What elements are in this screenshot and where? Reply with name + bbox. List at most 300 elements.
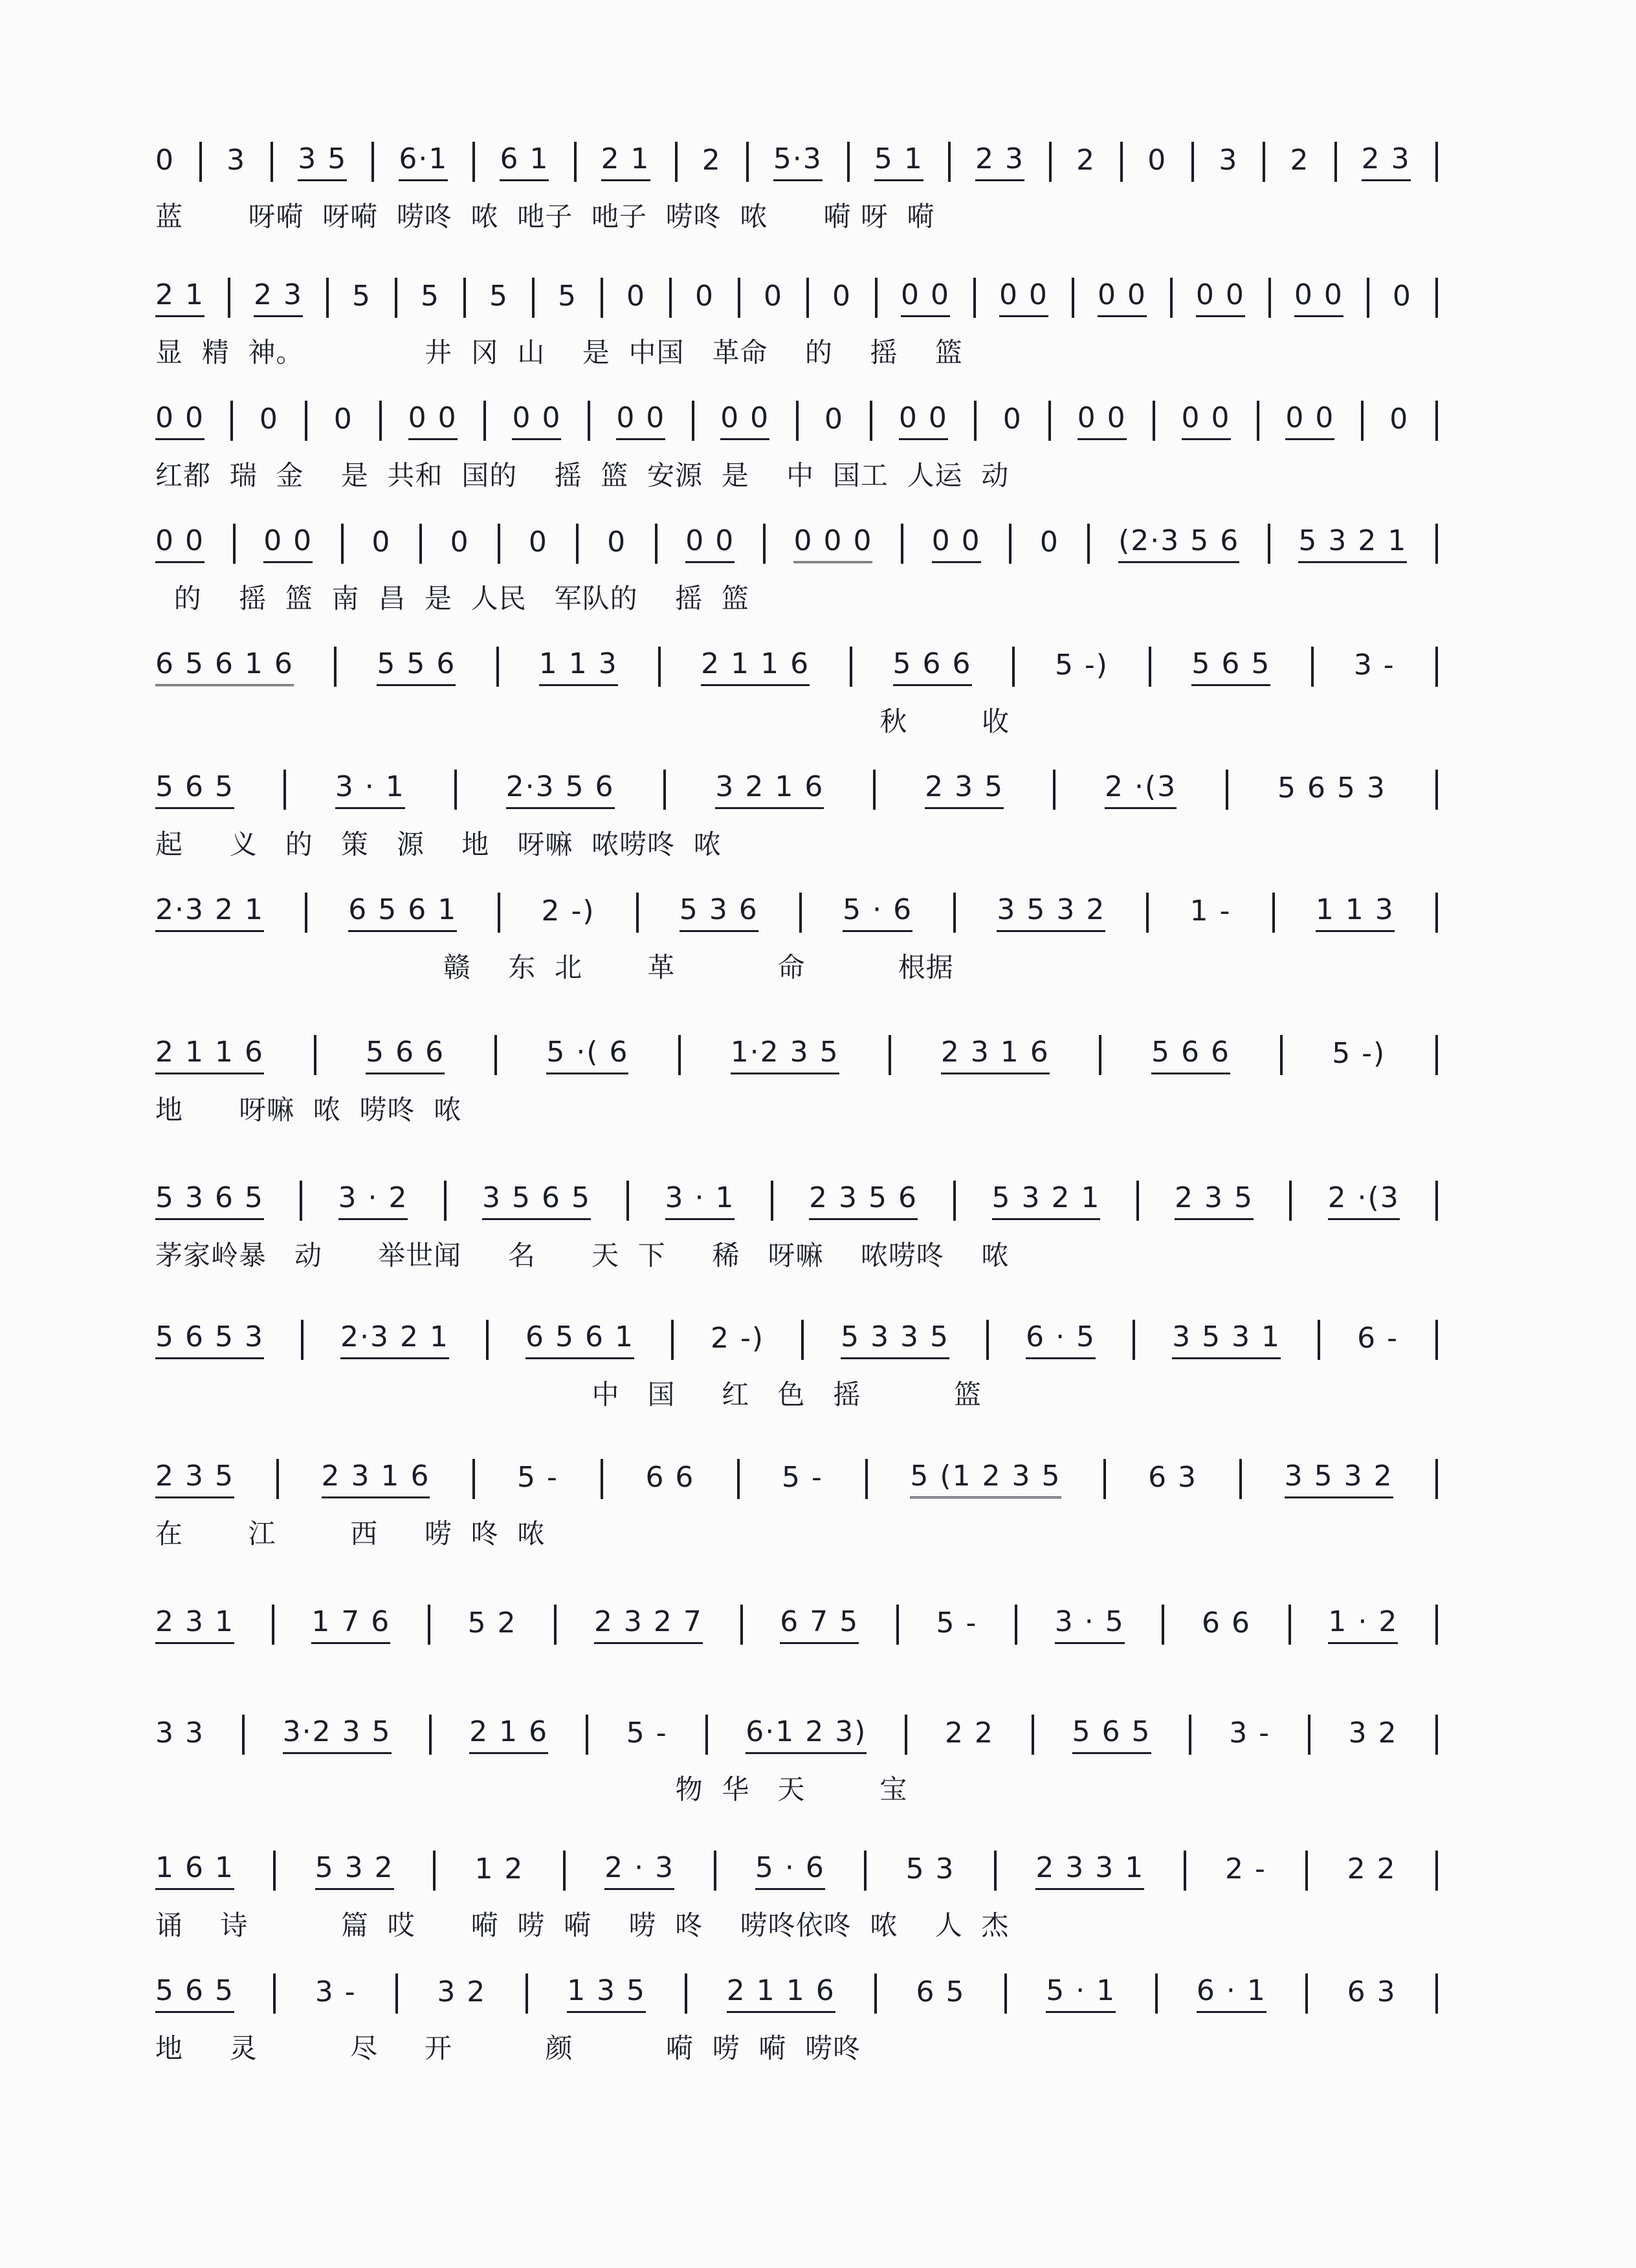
- measure: 5 6 6: [893, 647, 972, 686]
- measure: 6·1 2 3): [746, 1715, 867, 1754]
- bar-line: [588, 401, 590, 441]
- bar-line: [454, 770, 457, 810]
- bar-line: [771, 1181, 773, 1221]
- measure: 3 5 3 2: [1285, 1460, 1393, 1498]
- bar-line: [395, 278, 397, 318]
- bar-line: [1136, 1181, 1139, 1221]
- measure: 0: [528, 525, 548, 559]
- lyrics-line: [155, 1373, 1450, 1412]
- measure: 5 · 1: [1046, 1974, 1116, 2013]
- measure: 5 -: [782, 1460, 823, 1494]
- lyrics-text: 茅家岭暴 动 举世闻 名 天 下 稀 呀嘛 哝唠咚 哝: [155, 1240, 1010, 1271]
- bar-line: [1367, 278, 1369, 318]
- bar-line: [496, 647, 499, 687]
- measure: 2 3: [254, 278, 303, 317]
- measure: 2 ·(3: [1328, 1181, 1400, 1220]
- bar-line: [1311, 647, 1314, 687]
- measure: 6 3: [1148, 1460, 1198, 1494]
- bar-line: [1103, 1459, 1106, 1499]
- bar-line: [655, 524, 658, 564]
- bar-line: [658, 647, 661, 687]
- measure: 6 7 5: [780, 1605, 859, 1644]
- bar-line: [305, 401, 307, 441]
- measure: 5 3 6 5: [155, 1181, 264, 1220]
- bar-line: [1184, 1851, 1186, 1891]
- lyrics-line: [155, 331, 1450, 370]
- bar-line: [1268, 524, 1270, 564]
- bar-line: [671, 1320, 674, 1360]
- bar-line: [563, 1851, 566, 1891]
- bar-line: [301, 1320, 304, 1360]
- measure: 2 1 1 6: [701, 647, 810, 686]
- lyrics-line: [155, 1904, 1450, 1943]
- measure: 1 · 2: [1328, 1605, 1398, 1644]
- lyrics-text: 的 摇 篮 南 昌 是 人民 军队的 摇 篮: [155, 583, 749, 614]
- bar-line: [796, 401, 799, 441]
- measure: 2 2: [944, 1716, 994, 1750]
- measure: 0: [371, 525, 392, 559]
- bar-line: [1435, 770, 1438, 810]
- bar-line: [276, 1459, 279, 1499]
- bar-line: [905, 1715, 907, 1755]
- bar-line: [1032, 1715, 1034, 1755]
- bar-line: [472, 142, 475, 182]
- bar-line: [896, 1605, 899, 1645]
- measure: 1 3 5: [567, 1974, 646, 2013]
- bar-line: [1435, 524, 1438, 564]
- measure: 2 -: [1225, 1852, 1266, 1885]
- bar-line: [1153, 401, 1155, 441]
- lyrics-text: 物 华 天 宝: [155, 1773, 908, 1805]
- lyrics-text: 中 国 红 色 摇 篮: [155, 1379, 982, 1410]
- measure: 3: [1219, 143, 1239, 177]
- measure: 2: [702, 143, 722, 177]
- bar-line: [1435, 893, 1438, 933]
- measure: 0: [694, 279, 714, 313]
- bar-line: [1305, 1851, 1308, 1891]
- bar-line: [1435, 1035, 1438, 1075]
- notation-line: [155, 1709, 1450, 1761]
- notation-line: [155, 1453, 1450, 1505]
- bar-line: [601, 1459, 603, 1499]
- measure: 5 3 6: [680, 893, 758, 932]
- lyrics-line: [155, 1234, 1450, 1273]
- bar-line: [763, 524, 766, 564]
- measure: 5 1: [874, 142, 923, 181]
- bar-line: [498, 893, 500, 933]
- measure: 5 (1 2 3 5: [910, 1460, 1061, 1498]
- bar-line: [1435, 1851, 1438, 1891]
- lyrics-text: 诵 诗 篇 哎 嗬 唠 嗬 唠 咚 唠咚依咚 哝 人 杰: [155, 1909, 1010, 1941]
- bar-line: [486, 1320, 489, 1360]
- measure: 0: [626, 279, 646, 313]
- measure: 6·1: [399, 142, 448, 181]
- bar-line: [494, 1035, 497, 1075]
- measure: 5: [557, 279, 577, 313]
- measure: 0 0: [685, 524, 735, 563]
- bar-line: [1435, 1181, 1438, 1221]
- bar-line: [1435, 1605, 1438, 1645]
- measure: 2 -): [541, 894, 595, 928]
- bar-line: [1334, 142, 1337, 182]
- bar-line: [626, 1181, 629, 1221]
- measure: 0: [763, 279, 783, 313]
- bar-line: [230, 401, 233, 441]
- measure: 5 3 2: [315, 1851, 394, 1890]
- measure: 3·2 3 5: [283, 1715, 392, 1754]
- measure: 6 1: [500, 142, 549, 181]
- measure: 2 1 1 6: [727, 1974, 835, 2013]
- measure: 3 2 1 6: [715, 770, 824, 809]
- bar-line: [576, 524, 579, 564]
- bar-line: [948, 142, 951, 182]
- measure: 5 6 5: [155, 1974, 234, 2013]
- bar-line: [532, 278, 535, 318]
- measure: 5 6 5 3: [1277, 771, 1386, 805]
- bar-line: [847, 142, 850, 182]
- measure: 2 1 6: [469, 1715, 548, 1754]
- measure: 1·2 3 5: [731, 1036, 839, 1074]
- lyrics-text: 红都 瑞 金 是 共和 国的 摇 篮 安源 是 中 国工 人运 动: [155, 460, 1010, 491]
- lyrics-text: 地 灵 尽 开 颜 嗬 唠 嗬 唠咚: [155, 2032, 861, 2064]
- bar-line: [873, 770, 876, 810]
- measure: 0: [607, 525, 627, 559]
- measure: 0: [259, 402, 279, 436]
- measure: 5: [351, 279, 371, 313]
- bar-line: [1120, 142, 1123, 182]
- measure: 2·3 5 6: [506, 770, 615, 809]
- bar-line: [341, 524, 344, 564]
- bar-line: [1189, 1715, 1191, 1755]
- lyrics-line: [155, 823, 1450, 862]
- measure: 2 3 1 6: [322, 1460, 430, 1498]
- notation-line: [155, 764, 1450, 816]
- bar-line: [228, 278, 230, 318]
- measure: 2: [1290, 143, 1310, 177]
- bar-line: [554, 1605, 557, 1645]
- bar-line: [740, 1605, 743, 1645]
- bar-line: [994, 1851, 997, 1891]
- measure: 5 3 2 1: [992, 1181, 1101, 1220]
- measure: 0 0: [899, 401, 948, 440]
- lyrics-line: [155, 1513, 1450, 1551]
- measure: 3 -: [315, 1975, 357, 2008]
- bar-line: [799, 893, 802, 933]
- bar-line: [1263, 142, 1265, 182]
- measure: 0: [1147, 143, 1167, 177]
- bar-line: [1435, 278, 1438, 318]
- measure: 2 1 1 6: [155, 1036, 264, 1074]
- measure: 2 ·(3: [1105, 770, 1177, 809]
- bar-line: [889, 1035, 891, 1075]
- measure: 6 3: [1347, 1975, 1397, 2008]
- measure: 2 · 3: [604, 1851, 674, 1890]
- bar-line: [1257, 401, 1259, 441]
- lyrics-line: [155, 195, 1450, 234]
- measure: 6 5 6 1 6: [155, 647, 294, 686]
- measure: 6 5: [916, 1975, 966, 2008]
- bar-line: [271, 142, 273, 182]
- notation-line: [155, 518, 1450, 570]
- bar-line: [1435, 1715, 1438, 1755]
- lyrics-line: [155, 700, 1450, 739]
- measure: 0 0: [1196, 278, 1245, 317]
- measure: (2·3 5 6: [1118, 524, 1239, 563]
- measure: 5 -): [1054, 648, 1109, 682]
- measure: 5 6 6: [1151, 1036, 1230, 1074]
- lyrics-line: [155, 946, 1450, 985]
- measure: 5 5 6: [377, 647, 456, 686]
- measure: 2 3: [1362, 142, 1411, 181]
- bar-line: [1072, 278, 1074, 318]
- bar-line: [1435, 1459, 1438, 1499]
- bar-line: [1318, 1320, 1320, 1360]
- lyrics-line: [155, 1089, 1450, 1128]
- bar-line: [428, 1605, 430, 1645]
- bar-line: [1170, 278, 1173, 318]
- measure: 5 · 6: [843, 893, 912, 932]
- measure: 5: [420, 279, 440, 313]
- lyrics-line: [155, 1658, 1450, 1697]
- measure: 6 · 1: [1197, 1974, 1266, 2013]
- measure: 0: [333, 402, 353, 436]
- lyrics-line: [155, 454, 1450, 493]
- measure: 2 2: [1347, 1852, 1397, 1885]
- measure: 1 7 6: [311, 1605, 390, 1644]
- lyrics-text: 赣 东 北 革 命 根据: [155, 951, 954, 983]
- bar-line: [675, 142, 678, 182]
- bar-line: [870, 401, 872, 441]
- measure: 0: [450, 525, 470, 559]
- bar-line: [806, 278, 809, 318]
- notation-line: [155, 1029, 1450, 1081]
- bar-line: [463, 278, 466, 318]
- measure: 2 3 5 6: [809, 1181, 918, 1220]
- notation-line: [155, 641, 1450, 693]
- bar-line: [1435, 1320, 1438, 1360]
- bar-line: [1162, 1605, 1164, 1645]
- bar-line: [1191, 142, 1194, 182]
- measure: 3 -: [1353, 648, 1395, 682]
- measure: 0: [832, 279, 852, 313]
- bar-line: [371, 142, 374, 182]
- measure: 0 0: [155, 524, 204, 563]
- measure: 2·3 2 1: [340, 1320, 449, 1359]
- bar-line: [1149, 647, 1151, 687]
- bar-line: [864, 1851, 867, 1891]
- bar-line: [586, 1715, 588, 1755]
- measure: 0 0: [408, 401, 458, 440]
- bar-line: [242, 1715, 245, 1755]
- measure: 2 3 5: [925, 770, 1004, 809]
- notation-line: [155, 1968, 1450, 2019]
- measure: 5 3 3 5: [841, 1320, 949, 1359]
- bar-line: [1305, 1973, 1308, 2014]
- bar-line: [483, 401, 486, 441]
- bar-line: [692, 401, 694, 441]
- bar-line: [953, 1181, 956, 1221]
- bar-line: [1133, 1320, 1135, 1360]
- measure: 1 -: [1189, 894, 1232, 928]
- bar-line: [714, 1851, 716, 1891]
- lyrics-line: [155, 577, 1450, 616]
- bar-line: [1272, 893, 1275, 933]
- measure: 2 1: [601, 142, 650, 181]
- bar-line: [1004, 1973, 1007, 2014]
- lyrics-text: 在 江 西 唠 咚 哝: [155, 1518, 546, 1550]
- bar-line: [1280, 1035, 1283, 1075]
- measure: 0 0: [1078, 401, 1127, 440]
- bar-line: [1049, 142, 1052, 182]
- bar-line: [273, 1973, 276, 2014]
- measure: 0: [1389, 402, 1409, 436]
- measure: 1 1 3: [1316, 893, 1395, 932]
- bar-line: [636, 893, 639, 933]
- lyrics-text: 秋 收: [155, 706, 1010, 737]
- bar-line: [1226, 770, 1228, 810]
- measure: 2: [1076, 143, 1096, 177]
- measure: 3 · 1: [335, 770, 405, 809]
- bar-line: [444, 1181, 447, 1221]
- notation-line: [155, 272, 1450, 324]
- measure: 0: [824, 402, 845, 436]
- measure: 5 6 5 3: [155, 1320, 264, 1359]
- bar-line: [433, 1851, 436, 1891]
- measure: 5 -): [1332, 1036, 1386, 1070]
- measure: 3 5 3 1: [1172, 1320, 1281, 1359]
- measure: 5·3: [773, 142, 823, 181]
- bar-line: [875, 278, 878, 318]
- measure: 0 0: [1098, 278, 1147, 317]
- measure: 0 0: [901, 278, 950, 317]
- bar-line: [395, 1973, 398, 2014]
- measure: 6 6: [645, 1460, 695, 1494]
- lyrics-text: 显 精 神。 井 冈 山 是 中国 革命 的 摇 篮: [155, 337, 963, 368]
- measure: 2 3 3 1: [1035, 1851, 1144, 1890]
- measure: 1 2: [474, 1852, 524, 1885]
- measure: 3 2: [1348, 1716, 1398, 1750]
- bar-line: [1239, 1459, 1242, 1499]
- bar-line: [300, 1181, 302, 1221]
- bar-line: [685, 1973, 687, 2014]
- bar-line: [498, 524, 500, 564]
- measure: 5 -: [626, 1716, 668, 1750]
- measure: 3: [227, 143, 247, 177]
- measure: 0: [1002, 402, 1022, 436]
- bar-line: [429, 1715, 432, 1755]
- bar-line: [233, 524, 236, 564]
- measure: 0 0: [263, 524, 313, 563]
- measure: 0 0 0: [793, 524, 872, 563]
- measure: 0 0: [155, 401, 204, 440]
- measure: 0: [155, 143, 175, 177]
- bar-line: [305, 893, 307, 933]
- measure: 5 6 5: [1072, 1715, 1151, 1754]
- measure: 3 5 3 2: [997, 893, 1105, 932]
- bar-line: [334, 647, 337, 687]
- bar-line: [574, 142, 577, 182]
- bar-line: [1308, 1715, 1310, 1755]
- bar-line: [326, 278, 329, 318]
- notation-line: [155, 1599, 1450, 1651]
- measure: 0 0: [932, 524, 981, 563]
- measure: 0 0: [720, 401, 769, 440]
- measure: 5 6 6: [366, 1036, 445, 1074]
- bar-line: [801, 1320, 804, 1360]
- bar-line: [874, 1973, 877, 2014]
- bar-line: [865, 1459, 868, 1499]
- measure: 5 6 5: [155, 770, 234, 809]
- measure: 5: [489, 279, 509, 313]
- notation-line: [155, 887, 1450, 939]
- measure: 5 3: [905, 1852, 955, 1885]
- bar-line: [283, 770, 286, 810]
- bar-line: [738, 278, 740, 318]
- bar-line: [379, 401, 382, 441]
- measure: 3 · 5: [1055, 1605, 1125, 1644]
- bar-line: [669, 278, 672, 318]
- measure: 5 3 2 1: [1298, 524, 1407, 563]
- bar-line: [901, 524, 903, 564]
- measure: 3 · 2: [338, 1181, 408, 1220]
- bar-line: [314, 1035, 316, 1075]
- measure: 2 1: [155, 278, 204, 317]
- notation-line: [155, 395, 1450, 447]
- measure: 5 -: [517, 1460, 558, 1494]
- bar-line: [953, 893, 956, 933]
- notation-line: [155, 1314, 1450, 1366]
- lyrics-text: 地 呀嘛 哝 唠咚 哝: [155, 1094, 462, 1126]
- measure: 3 5: [298, 142, 347, 181]
- bar-line: [1087, 524, 1090, 564]
- measure: 2 3 2 7: [594, 1605, 703, 1644]
- bar-line: [1361, 401, 1364, 441]
- bar-line: [1435, 401, 1438, 441]
- bar-line: [1146, 893, 1149, 933]
- measure: 2 3 5: [155, 1460, 234, 1498]
- measure: 2 -): [711, 1321, 765, 1355]
- bar-line: [1435, 142, 1438, 182]
- measure: 0: [1039, 525, 1059, 559]
- bar-line: [1268, 278, 1271, 318]
- measure: 0 0: [616, 401, 665, 440]
- bar-line: [1009, 524, 1011, 564]
- measure: 0 0: [1285, 401, 1334, 440]
- bar-line: [1015, 1605, 1017, 1645]
- measure: 3 · 1: [665, 1181, 735, 1220]
- lyrics-text: 蓝 呀嗬 呀嗬 唠咚 哝 吔子 吔子 唠咚 哝 嗬 呀 嗬: [155, 201, 935, 232]
- measure: 5 2: [467, 1606, 517, 1640]
- bar-line: [525, 1973, 528, 2014]
- bar-line: [974, 401, 977, 441]
- notation-line: [155, 1175, 1450, 1227]
- bar-line: [601, 278, 603, 318]
- measure: 2·3 2 1: [155, 893, 264, 932]
- measure: 5 6 5: [1191, 647, 1270, 686]
- measure: 6 5 6 1: [525, 1320, 634, 1359]
- measure: 6 -: [1357, 1321, 1398, 1355]
- lyrics-line: [155, 1768, 1450, 1807]
- bar-line: [1288, 1605, 1291, 1645]
- bar-line: [472, 1459, 475, 1499]
- measure: 2 3 1: [155, 1605, 234, 1644]
- bar-line: [850, 647, 852, 687]
- bar-line: [273, 1851, 276, 1891]
- bar-line: [986, 1320, 989, 1360]
- bar-line: [1048, 401, 1051, 441]
- measure: 0 0: [512, 401, 561, 440]
- measure: 5 ·( 6: [546, 1036, 628, 1074]
